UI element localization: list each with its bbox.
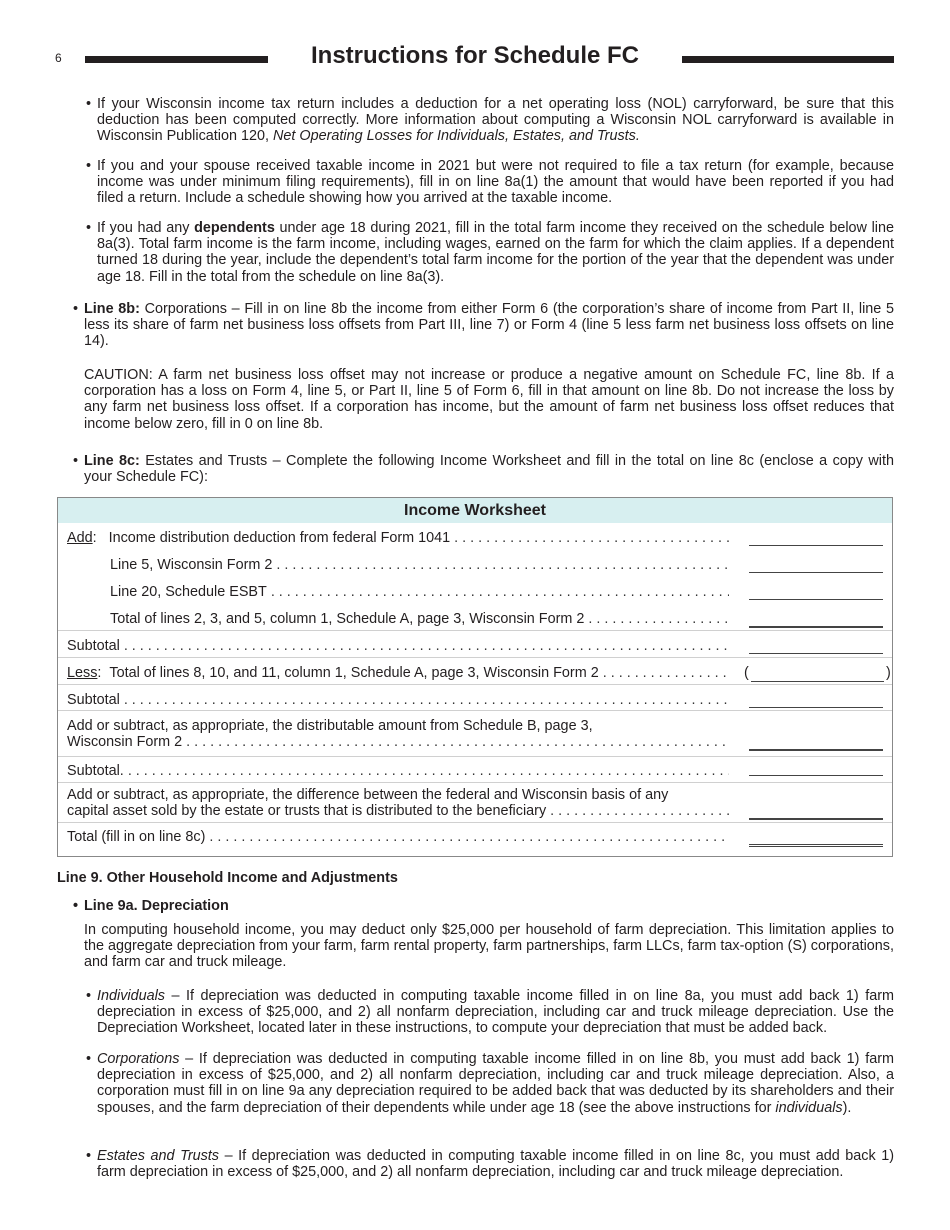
- line-9a-heading: • Line 9a. Depreciation: [73, 898, 229, 914]
- header-rule-left: [85, 56, 268, 63]
- worksheet-subtotal-2: Subtotal . . .: [67, 692, 729, 708]
- income-worksheet: Income Worksheet Add: Income distribution deduction from federal Form 1041 . . . Line 5, Wisconsin Form 2 . . . Line 20, Schedule ESBT . . . Total of lines 2, 3, and 5, column 1, Schedule A, page 3, Wisconsin Form 2 . . . Subtotal . . . Less: Total of lines 8, 10, and 11, column 1, Schedule A, page 3, Wisconsin Form 2 . . . ( ) Subtotal . . . Add or subtract, as appropriate, the distributable amount from Schedule B, page 3, Wisconsin Form 2 . . . Subtotal. . . . Add or subtract, as appropriate, the difference between the federal and Wisconsin basis of any capital asset sold by the estate or trusts that is distributed to the beneficiary . . . Total (fill in on line 8c) . . .: [57, 497, 893, 857]
- answer-field[interactable]: [749, 653, 883, 654]
- individuals-bullet: • Individuals – If depreciation was deducted in computing taxable income filled in on line 8a, you must add back 1) farm depreciation in excess of $25,000, and 2) all nonfarm depreciation, including car and truck mileage depreciation. Use the Depreciation Worksheet, located later in these instructions, to compute your depreciation that must be added back.: [86, 988, 894, 1037]
- dependents-bullet: • If you had any dependents under age 18 during 2021, fill in the total farm income they received on the schedule below line 8a(3). Total farm income is the farm income, including wages, earned on the farm for which the claim applies. If a dependent turned 18 during the year, include the dependent’s total farm income for the portion of the year that the dependent was under age 18. Fill in the total from the schedule on line 8a(3).: [86, 220, 895, 285]
- answer-field[interactable]: [749, 572, 883, 573]
- line-8c: • Line 8c: Estates and Trusts – Complete the following Income Worksheet and fill in the total on line 8c (enclose a copy with your Schedule FC):: [73, 453, 894, 486]
- worksheet-subtotal-3: Subtotal. . . .: [67, 763, 729, 779]
- worksheet-line-add-1: Add: Income distribution deduction from federal Form 1041 . . .: [67, 530, 729, 546]
- line-8b: • Line 8b: Corporations – Fill in on line 8b the income from either Form 6 (the corporation’s share of income from Part II, line 5 less its share of farm net business loss offsets from Part III, line 7) or Form 4 (line 5 less farm net business loss offsets on line 14).: [73, 301, 895, 350]
- answer-field[interactable]: [749, 599, 883, 600]
- worksheet-subtotal-1: Subtotal . . .: [67, 638, 729, 654]
- answer-field-total[interactable]: [749, 844, 883, 847]
- line-9a-paragraph: In computing household income, you may deduct only $25,000 per household of farm depreciation. This limitation applies to the aggregate depreciation from your farm, farm rental property, farm partnerships, farm LLCs, farm tax-option (S) corporations, and farm car and truck mileage.: [84, 922, 894, 971]
- answer-field[interactable]: [749, 545, 883, 546]
- header-rule-right: [682, 56, 894, 63]
- worksheet-line-add-3: Line 20, Schedule ESBT . . .: [110, 584, 729, 600]
- answer-field[interactable]: [749, 626, 883, 628]
- page-title: Instructions for Schedule FC: [310, 42, 640, 69]
- answer-field[interactable]: [749, 775, 883, 776]
- worksheet-line-less: Less: Total of lines 8, 10, and 11, column 1, Schedule A, page 3, Wisconsin Form 2 . . .: [67, 665, 729, 681]
- worksheet-distributable: Add or subtract, as appropriate, the distributable amount from Schedule B, page 3,: [67, 718, 593, 734]
- worksheet-line-add-4: Total of lines 2, 3, and 5, column 1, Schedule A, page 3, Wisconsin Form 2 . . .: [110, 611, 729, 627]
- corporations-bullet: • Corporations – If depreciation was deducted in computing taxable income filled in on line 8b, you must add back 1) farm depreciation in excess of $25,000, and 2) all nonfarm depreciation, including car and truck mileage depreciation. Also, a corporation must fill in on line 9a any depreciation required to be added back that was deducted by its shareholders and their spouses, and the farm depreciation of their dependents while under age 18 (see the above instructions for individuals).: [86, 1051, 894, 1116]
- spouse-bullet: • If you and your spouse received taxable income in 2021 but were not required to file a tax return (for example, because income was under minimum filing requirements), fill in on line 8a(1) the amount that would have been reported if you had filed a return. Include a schedule showing how you arrived at the taxable income.: [86, 158, 894, 207]
- page-number: 6: [55, 51, 62, 65]
- worksheet-basis-cont: capital asset sold by the estate or trusts that is distributed to the beneficiary . . .: [67, 803, 729, 819]
- worksheet-basis: Add or subtract, as appropriate, the difference between the federal and Wisconsin basis of any: [67, 787, 669, 803]
- answer-field-less[interactable]: [751, 681, 884, 682]
- worksheet-distributable-cont: Wisconsin Form 2 . . .: [67, 734, 729, 750]
- worksheet-title: Income Worksheet: [58, 498, 892, 523]
- worksheet-line-add-2: Line 5, Wisconsin Form 2 . . .: [110, 557, 729, 573]
- answer-field[interactable]: [749, 749, 883, 751]
- line-9-heading: Line 9. Other Household Income and Adjustments: [57, 870, 398, 886]
- worksheet-total: Total (fill in on line 8c) . . .: [67, 829, 729, 845]
- answer-field[interactable]: [749, 707, 883, 708]
- answer-field[interactable]: [749, 818, 883, 820]
- estates-bullet: • Estates and Trusts – If depreciation was deducted in computing taxable income filled in on line 8c, you must add back 1) farm depreciation in excess of $25,000, and 2) all nonfarm depreciation, including car and truck mileage depreciation.: [86, 1148, 895, 1181]
- nol-bullet: • If your Wisconsin income tax return includes a deduction for a net operating loss (NOL) carryforward, be sure that this deduction has been computed correctly. More information about computing a Wisconsin NOL carryforward is available in Wisconsin Publication 120, Net Operating Losses for Individuals, Estates, and Trusts.: [86, 96, 894, 145]
- line-8b-caution: CAUTION: A farm net business loss offset may not increase or produce a negative amount on Schedule FC, line 8b. If a corporation has a loss on Form 4, line 5, or Part II, line 5 of Form 6, fill in that amount on line 8b. Do not increase the loss by any farm net business loss offset. If a corporation has income, but the amount of farm net business loss offset reduces that income below zero, fill in 0 on line 8b.: [84, 367, 894, 432]
